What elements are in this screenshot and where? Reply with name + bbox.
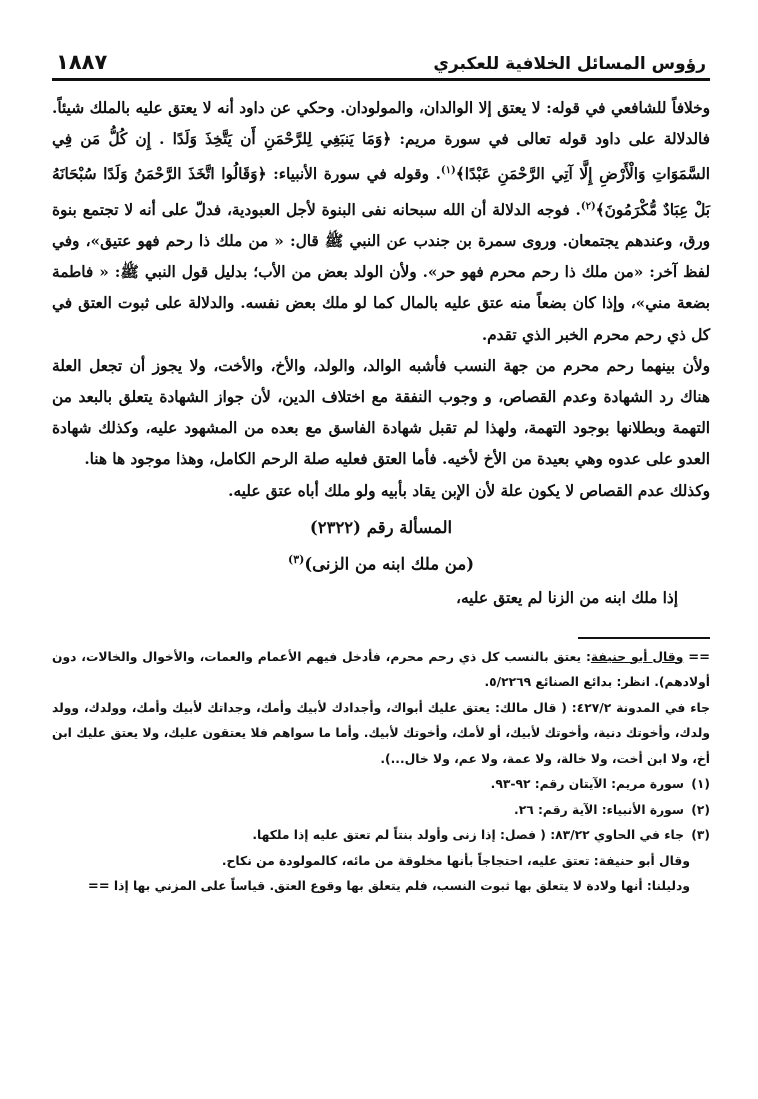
footnote-ref: (١) [440,165,456,177]
footnote-text: وقال أبو حنيفة: تعتق عليه، احتجاجاً بأنها مخلوقة من مائه، كالمولودة من نكاح. [221,853,690,868]
paragraph-text: . فوجه الدلالة أن الله سبحانه نفى البنوة لأجل العبودية، فدلّ على أنه لا تجتمع بنوة ورق، وعندهم يجتمعان. وروى سمرة بن جندب عن النبي ﷺ قال: « من ملك ذا رحم فهو عتيق»، وفي لفظ آخر: «من ملك ذا رحم محرم فهو حر». ولأن الولد بعض من الأب؛ بدليل قول النبي ﷺ: « فاطمة بضعة مني»، وإذا كان بضعاً منه عتق عليه بالمال كما لو ملك بعض نفسه. والدلالة على ثبوت العتق في كل ذي رحم محرم الخبر الذي تقدم. [52,200,710,344]
issue-subheading-text: (من ملك ابنه من الزنى) [304,554,475,574]
page-number: ١٨٨٧ [56,50,108,74]
footnote-3 [52,823,710,849]
footnote-1 [52,772,710,798]
paragraph: وكذلك عدم القصاص لا يكون علة لأن الإبن يقاد بأبيه ولو ملك أباه عتق عليه. [228,481,710,500]
footnote-separator [578,637,710,639]
paragraph-text: وخلافاً للشافعي في قوله: لا يعتق إلا الوالدان، والمولودان. وحكي عن داود أنه لا يعتق عليه بالملك شيئاً. فالدلالة على داود قوله تعالى في سورة مريم: ﴿وَمَا يَنبَغِي لِلرَّحْمَنِ أَن يَتَّخِذَ وَلَدًا . إِن كُلُّ مَن فِي السَّمَوَاتِ وَالْأَرْضِ إِلَّا آتِي الرَّحْمَنِ عَبْدًا﴾ [52,99,710,184]
footnote-text: جاء في الحاوي ٨٣/٢٢: ( فصل: إذا زنى وأولد بنتاً لم تعتق عليه إذا ملكها. [252,828,684,843]
footnote-text: : يعتق بالنسب كل ذي رحم محرم، فأدخل فيهم الأعمام والعمات، والأخوال والخالات، دون أولادهم). انظر: بدائع الصنائع ٥/٢٢٦٩. [52,649,710,690]
issue-heading: المسألة رقم (٢٣٢٢) [309,517,453,537]
footnote-text: جاء في المدونة ٤٢٧/٢: ( قال مالك: يعتق عليك أبواك، وأجدادك لأبيك وأمك، وجداتك لأبيك وأمك، وولدك، وولد ولدك، وأخوتك دنية، وأخوتك لأبيك، أو لأمك، وأخوتك لأبيك. وأما ما سواهم فلا يعتقون عليك، ولا يعتق عليك ابن أخ، ولا ابن أخت، ولا خالة، ولا عمة، ولا عم، ولا خال...). [52,700,710,766]
footnote-underlined-text: وقال أبو حنيفة [590,649,684,664]
footnote-marker: (١) [691,777,710,792]
continuation-mark: == [87,879,110,895]
paragraph: ولأن بينهما رحم محرم من جهة النسب فأشبه الوالد، والولد، والأخ، والأخت، ولا يجوز أن تجعل العلة هناك رد الشهادة وعدم القصاص، و وجوب النفقة مع اختلاف الدين، لأن جواز الشهادة يتعلق بالبعد من التهمة وبطلانها بوجود التهمة، ولهذا لم تقبل شهادة الفاسق مع بعده من المشهود عليه، وكذلك شهادة العدو على عدوه وهي بعيدة من الأخ لأخيه. فأما العتق فعليه صلة الرحم الكامل، وهذا موجود ها هنا. [52,356,710,469]
footnote-text: سورة مريم: الآيتان رقم: ٩٢-٩٣. [490,777,684,792]
footnote-ref: (٣) [287,552,305,566]
footnote-2 [52,798,710,824]
footnote-text: سورة الأنبياء: الآية رقم: ٢٦. [514,802,684,817]
main-text [52,93,710,615]
footnote-continuation [52,645,710,696]
running-title: رؤوس المسائل الخلافية للعكبري [433,54,706,74]
page-header [52,50,710,81]
footnote-text [52,874,710,900]
footnote-ref: (٢) [580,200,596,212]
footnote-marker: (٣) [691,828,710,843]
paragraph-text: . وقوله في سورة الأنبياء: ﴿وَقَالُوا اتَّخَذَ الرَّحْمَنُ وَلَدًا سُبْحَانَهُ بَلْ عِبَادٌ مُّكْرَمُونَ﴾ [52,165,710,219]
issue-subheading [52,545,710,580]
footnote-text-line: ودليلنا: أنها ولادة لا يتعلق بها ثبوت النسب، فلم يتعلق بها وقوع العتق. قياساً على المزني بها إذا [113,879,690,894]
footnotes [52,645,710,900]
paragraph [52,93,710,351]
continuation-mark: == [688,649,711,665]
footnote-marker: (٢) [691,802,710,817]
issue-text: إذا ملك ابنه من الزنا لم يعتق عليه، [456,589,678,608]
